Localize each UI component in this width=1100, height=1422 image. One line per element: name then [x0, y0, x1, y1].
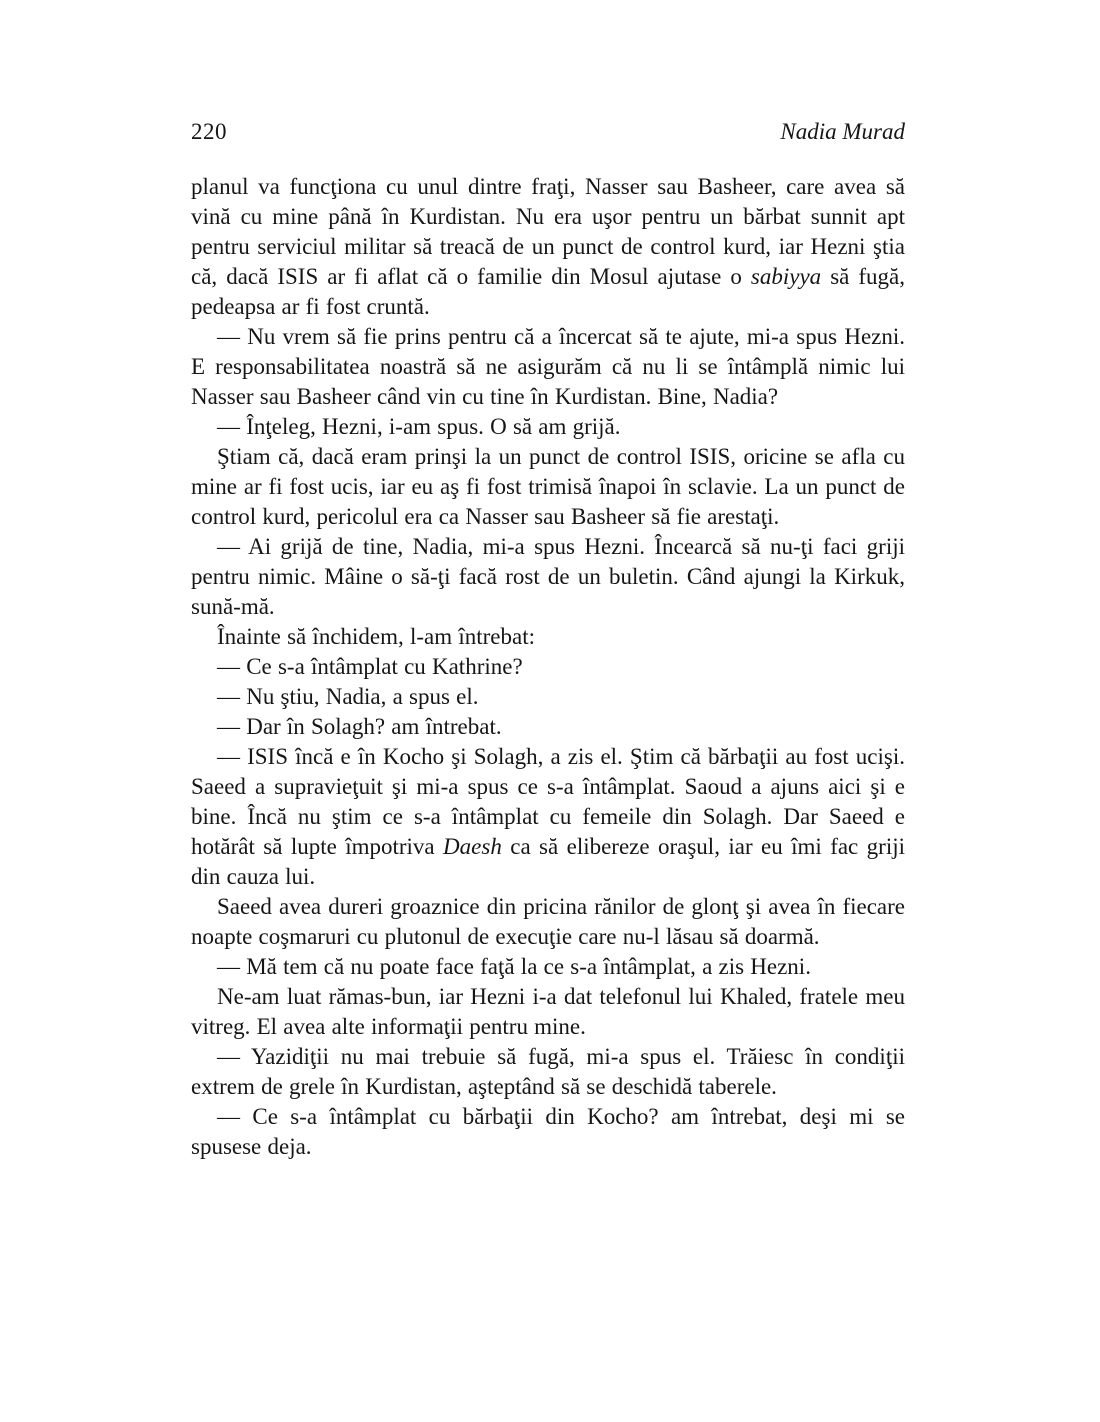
- text-segment: Ne-am luat rămas-bun, iar Hezni i-a dat telefonul lui Khaled, fratele meu vitreg. El avea alte informaţii pentru mine.: [191, 984, 905, 1039]
- paragraph: [191, 622, 905, 652]
- text-segment: — Ai grijă de tine, Nadia, mi-a spus Hezni. Încearcă să nu-ţi faci griji pentru nimic. Mâine o să-ţi facă rost de un buletin. Când ajungi la Kirkuk, sună-mă.: [191, 534, 905, 619]
- text-segment: ca să elibereze oraşul, iar eu îmi fac griji din cauza lui.: [191, 834, 905, 889]
- paragraph: [191, 442, 905, 532]
- text-segment: — Nu ştiu, Nadia, a spus el.: [217, 684, 479, 709]
- italic-text: sabiyya: [750, 264, 822, 289]
- text-segment: — Yazidiţii nu mai trebuie să fugă, mi-a spus el. Trăiesc în condiţii extrem de grele în Kurdistan, aşteptând să se deschidă taberele.: [191, 1044, 905, 1099]
- running-header-author: Nadia Murad: [780, 119, 905, 144]
- paragraph: [191, 1102, 905, 1162]
- paragraph: [191, 322, 905, 412]
- running-header: [191, 118, 905, 146]
- text-segment: — Dar în Solagh? am întrebat.: [217, 714, 502, 739]
- paragraph: [191, 892, 905, 952]
- paragraph: [191, 412, 905, 442]
- paragraph: [191, 982, 905, 1042]
- paragraph: [191, 712, 905, 742]
- text-segment: să fugă, pedeapsa ar fi fost cruntă.: [191, 264, 906, 319]
- paragraph: [191, 742, 905, 892]
- text-segment: planul va funcţiona cu unul dintre fraţi, Nasser sau Basheer, care avea să vină cu mine până în Kurdistan. Nu era uşor pentru un bărbat sunnit apt pentru serviciul militar să treacă de un punct de control kurd, iar Hezni ştia că, dacă ISIS ar fi aflat că o familie din Mosul ajutase o: [191, 174, 905, 289]
- paragraph: [191, 952, 905, 982]
- page-body: [191, 172, 905, 1162]
- page-number: 220: [191, 119, 227, 144]
- text-segment: — Nu vrem să fie prins pentru că a încercat să te ajute, mi-a spus Hezni. E responsabilitatea noastră să ne asigurăm că nu li se întâmplă nimic lui Nasser sau Basheer când vin cu tine în Kurdistan. Bine, Nadia?: [191, 324, 905, 409]
- paragraph: [191, 682, 905, 712]
- text-segment: — Înţeleg, Hezni, i-am spus. O să am grijă.: [217, 414, 621, 439]
- text-segment: Ştiam că, dacă eram prinşi la un punct de control ISIS, oricine se afla cu mine ar fi fost ucis, iar eu aş fi fost trimisă înapoi în sclavie. La un punct de control kurd, pericolul era ca Nasser sau Basheer să fie arestaţi.: [191, 444, 905, 529]
- paragraph: [191, 172, 905, 322]
- text-segment: — Mă tem că nu poate face faţă la ce s-a întâmplat, a zis Hezni.: [217, 954, 811, 979]
- text-segment: Saeed avea dureri groaznice din pricina rănilor de glonţ şi avea în fiecare noapte coşmaruri cu plutonul de execuţie care nu-l lăsau să doarmă.: [191, 894, 905, 949]
- paragraph: [191, 1042, 905, 1102]
- italic-text: Daesh: [443, 834, 502, 859]
- paragraph: [191, 652, 905, 682]
- text-segment: — Ce s-a întâmplat cu Kathrine?: [217, 654, 523, 679]
- paragraph: [191, 532, 905, 622]
- text-segment: — Ce s-a întâmplat cu bărbaţii din Kocho? am întrebat, deşi mi se spusese deja.: [191, 1104, 905, 1159]
- text-segment: Înainte să închidem, l-am întrebat:: [217, 624, 535, 649]
- text-segment: — ISIS încă e în Kocho şi Solagh, a zis el. Ştim că bărbaţii au fost ucişi. Saeed a supravieţuit şi mi-a spus ce s-a întâmplat. Saoud a ajuns aici şi e bine. Încă nu ştim ce s-a întâmplat cu femeile din Solagh. Dar Saeed e hotărât să lupte împotriva: [191, 744, 905, 859]
- book-page: [191, 0, 905, 1422]
